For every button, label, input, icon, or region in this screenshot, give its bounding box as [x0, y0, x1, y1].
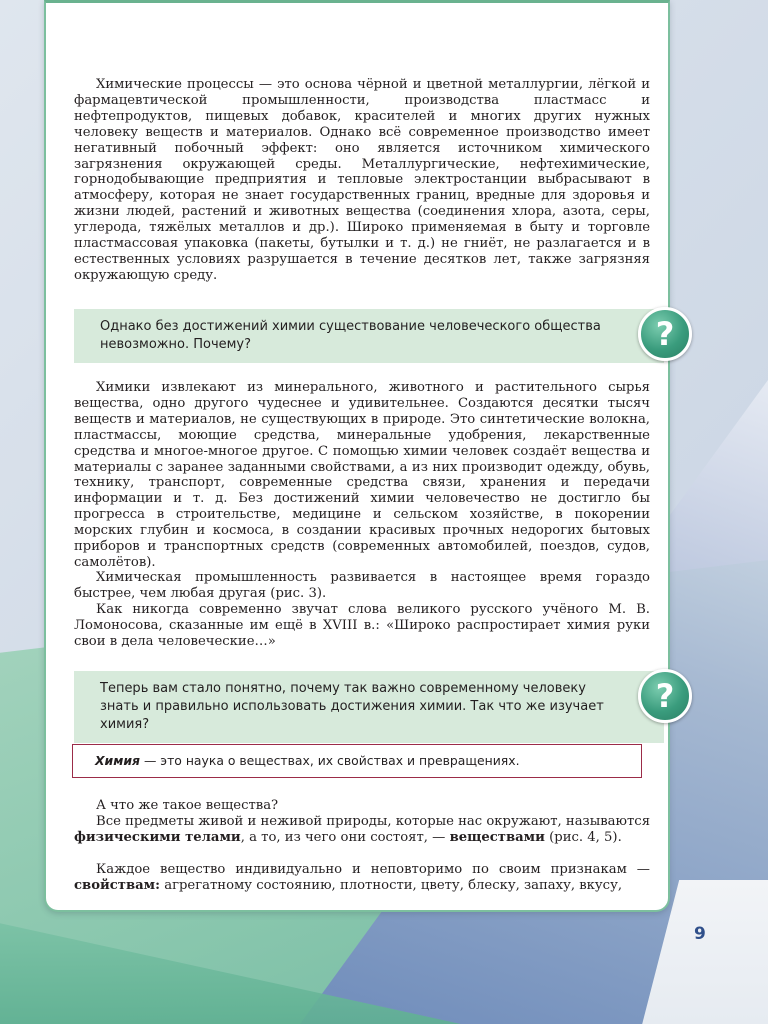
question-text-2: Теперь вам стало понятно, почему так важно современному человеку знать и правильно использовать достижения химии. Так что же изучает химия? — [100, 681, 604, 732]
question-mark-icon: ? — [638, 669, 692, 723]
text-span: агрегатному состоянию, плотности, цвету, блеску, запаху, вкусу, — [160, 877, 623, 893]
question-text-1: Однако без достижений химии существование человеческого общества невозможно. Почему? — [100, 319, 601, 352]
paragraph-chemical-processes: Химические процессы — это основа чёрной и цветной металлургии, лёгкой и фармацевтической промышленности, производства пластмасс и нефтепродуктов, пищевых добавок, красителей и многих других нужных человеку веществ и материалов. Однако всё современное производство имеет негативный побочный эффект: оно является источником химического загрязнения окружающей среды. Металлургические, нефтехимические, горнодобывающие предприятия и тепловые электростанции выбрасывают в атмосферу, которая не знает государственных границ, вредные для здоровья и жизни людей, растений и животных вещества (соединения хлора, азота, серы, углерода, тяжёлых металлов и др.). Широко применяемая в быту и торговле пластмассовая упаковка (пакеты, бутылки и т. д.) не гниёт, не разлагается и в естественных условиях разрушается в течение десятков лет, также загрязняя окружающую среду. — [74, 77, 650, 283]
paragraph-properties — [74, 862, 650, 894]
text-span: (рис. 4, 5). — [544, 829, 622, 845]
paragraph-what-are-substances: А что же такое вещества? — [96, 798, 279, 813]
question-box-1 — [74, 309, 664, 363]
definition-term: Химия — [95, 753, 141, 768]
term-properties: свойствам: — [74, 877, 161, 893]
question-box-2 — [74, 671, 664, 743]
textbook-page — [44, 0, 675, 912]
paragraph-chemical-industry: Химическая промышленность развивается в настоящее время гораздо быстрее, чем любая другая (рис. 3). — [74, 570, 650, 601]
definition-box — [72, 744, 642, 778]
text-span: , а то, из чего они состоят, — — [240, 829, 450, 845]
term-physical-bodies: физическими телами — [74, 829, 241, 845]
question-mark-icon: ? — [638, 307, 692, 361]
definition-text: — это наука о веществах, их свойствах и превращениях. — [140, 753, 520, 768]
page-number: 9 — [694, 924, 706, 944]
paragraph-lomonosov: Как никогда современно звучат слова великого русского учёного М. В. Ломоносова, сказанные им ещё в XVIII в.: «Широко распростирает химия руки свои в дела человеческие…» — [74, 602, 650, 649]
paragraph-physical-bodies — [74, 814, 650, 846]
paragraph-chemists: Химики извлекают из минерального, животного и растительного сырья вещества, одно другого чудеснее и удивительнее. Создаются десятки тысяч веществ и материалов, не существующих в природе. Это синтетические волокна, пластмассы, моющие средства, минеральные удобрения, лекарственные средства и многое-многое другое. С помощью химии человек создаёт вещества и материалы с заранее заданными свойствами, а из них производит одежду, обувь, технику, транспорт, современные средства связи, хранения и передачи информации и т. д. Без достижений химии человечество не достигло бы прогресса в строительстве, медицине и сельском хозяйстве, в покорении морских глубин и космоса, в создании красивых прочных недорогих бытовых приборов и транспортных средств (современных автомобилей, поездов, судов, самолётов). — [74, 380, 650, 570]
term-substances: веществами — [449, 829, 545, 845]
text-span: Каждое вещество индивидуально и неповторимо по своим признакам — — [96, 862, 650, 877]
text-span: Все предметы живой и неживой природы, которые нас окружают, называются — [96, 814, 651, 829]
